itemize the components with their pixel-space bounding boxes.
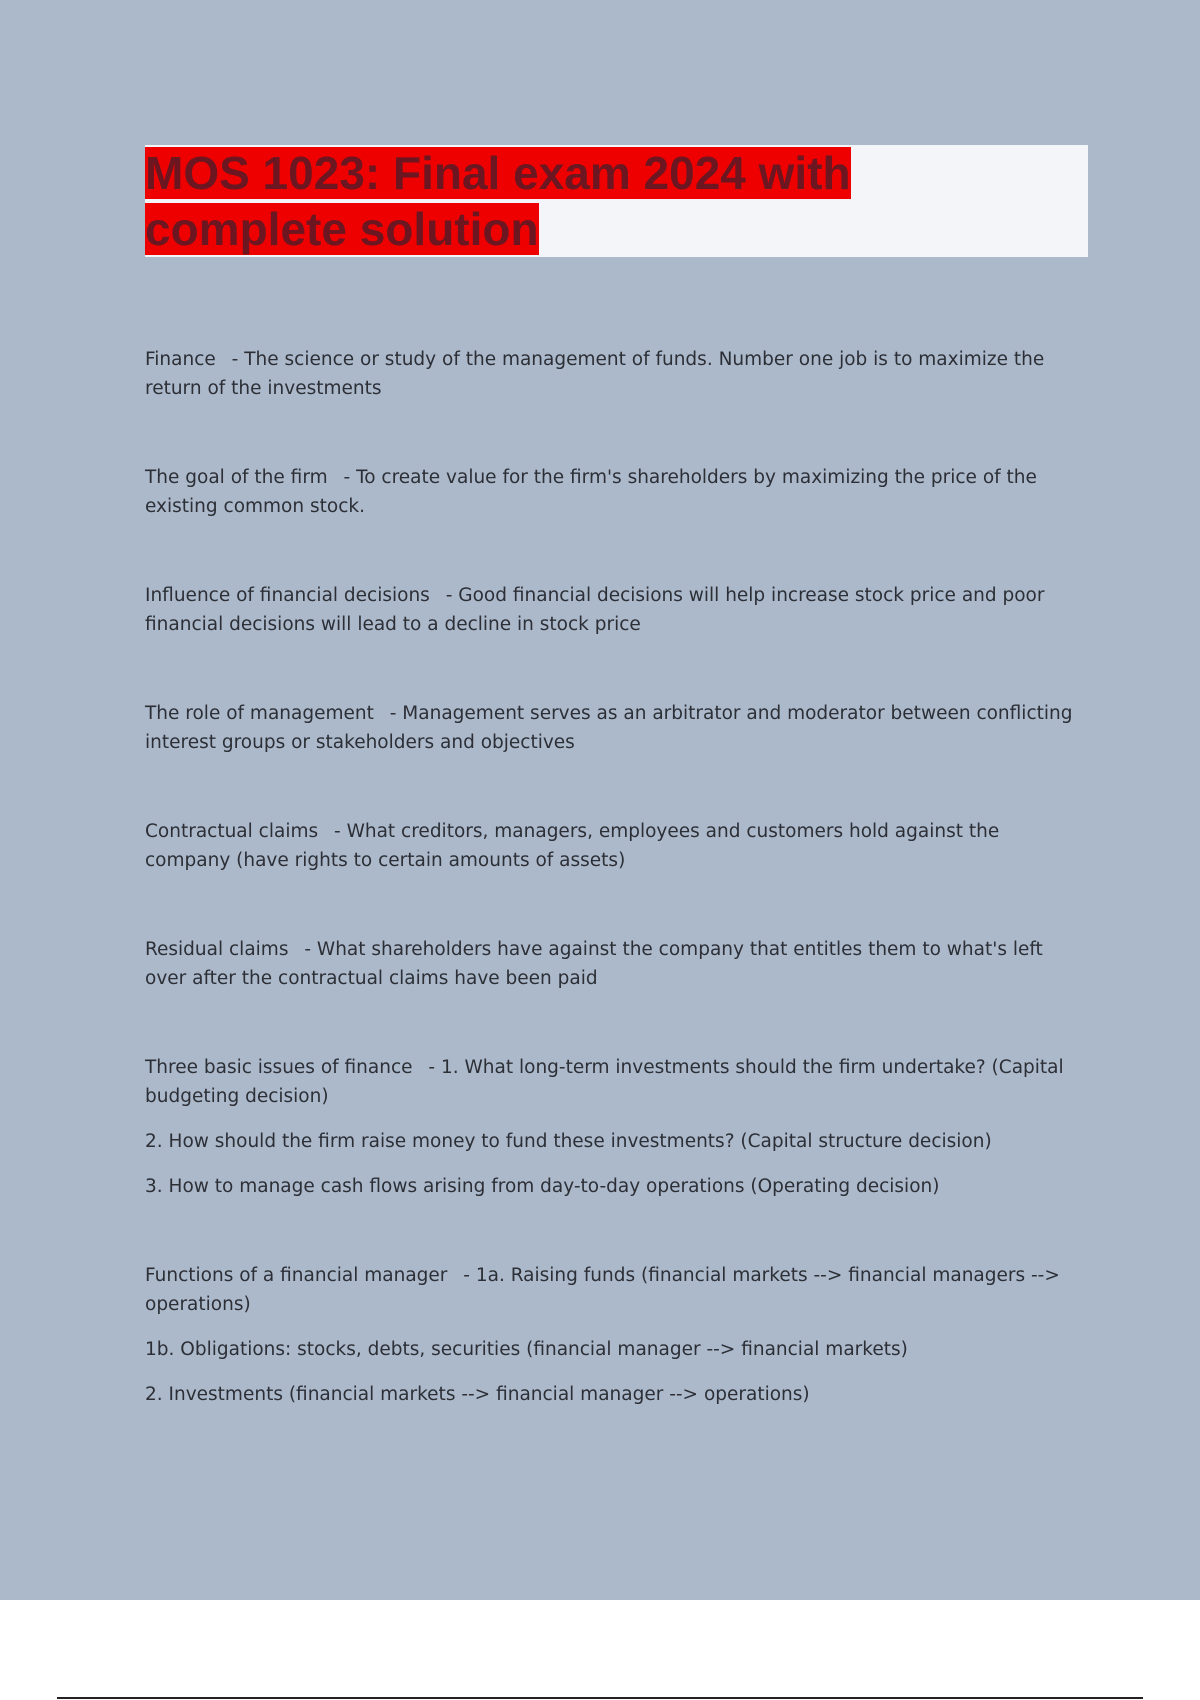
entry-functions-of-financial-manager <box>145 1261 1085 1409</box>
entry-contractual-claims <box>145 817 1085 875</box>
entry-definition: - To create value for the firm's shareholders by maximizing the price of the existing common stock. <box>145 467 1037 517</box>
entry-term: Functions of a financial manager <box>145 1265 448 1286</box>
entry-paragraph <box>145 699 1085 757</box>
entry-paragraph <box>145 463 1085 521</box>
entry-continuation: 2. Investments (financial markets --> financial manager --> operations) <box>145 1384 810 1405</box>
document-title-text: MOS 1023: Final exam 2024 with complete solution <box>145 147 851 255</box>
entry-definition: - The science or study of the management of funds. Number one job is to maximize the return of the investments <box>145 349 1045 399</box>
entry-three-basic-issues <box>145 1053 1085 1201</box>
entry-goal-of-firm <box>145 463 1085 521</box>
entry-definition: - 1. What long-term investments should the firm undertake? (Capital budgeting decision) <box>145 1057 1064 1107</box>
entry-term: Three basic issues of finance <box>145 1057 413 1078</box>
entry-definition: - Management serves as an arbitrator and moderator between conflicting interest groups or stakeholders and objectives <box>145 703 1073 753</box>
entry-influence-of-financial-decisions <box>145 581 1085 639</box>
entry-term: Contractual claims <box>145 821 319 842</box>
entry-term: Influence of financial decisions <box>145 585 430 606</box>
entry-continuation: 1b. Obligations: stocks, debts, securities (financial manager --> financial markets) <box>145 1339 908 1360</box>
entry-residual-claims <box>145 935 1085 993</box>
entry-definition: - Good financial decisions will help increase stock price and poor financial decisions will lead to a decline in stock price <box>145 585 1045 635</box>
entry-term: The goal of the firm <box>145 467 328 488</box>
entry-term: Residual claims <box>145 939 289 960</box>
footer-divider <box>57 1697 1143 1699</box>
entry-term: The role of management <box>145 703 374 724</box>
entry-definition: - 1a. Raising funds (financial markets --> financial managers --> operations) <box>145 1265 1060 1315</box>
entry-term: Finance <box>145 349 216 370</box>
entry-paragraph <box>145 345 1085 403</box>
entry-continuation: 2. How should the firm raise money to fund these investments? (Capital structure decision) <box>145 1131 992 1152</box>
entry-continuation: 3. How to manage cash flows arising from day-to-day operations (Operating decision) <box>145 1176 940 1197</box>
document-body <box>145 345 1085 1469</box>
entry-paragraph <box>145 1053 1085 1111</box>
entry-paragraph <box>145 1261 1085 1319</box>
document-title <box>145 145 925 257</box>
entry-definition: - What creditors, managers, employees and customers hold against the company (have rights to certain amounts of assets) <box>145 821 1000 871</box>
entry-role-of-management <box>145 699 1085 757</box>
entry-paragraph <box>145 935 1085 993</box>
entry-paragraph <box>145 817 1085 875</box>
entry-definition: - What shareholders have against the company that entitles them to what's left over after the contractual claims have been paid <box>145 939 1043 989</box>
entry-finance <box>145 345 1085 403</box>
entry-paragraph <box>145 581 1085 639</box>
